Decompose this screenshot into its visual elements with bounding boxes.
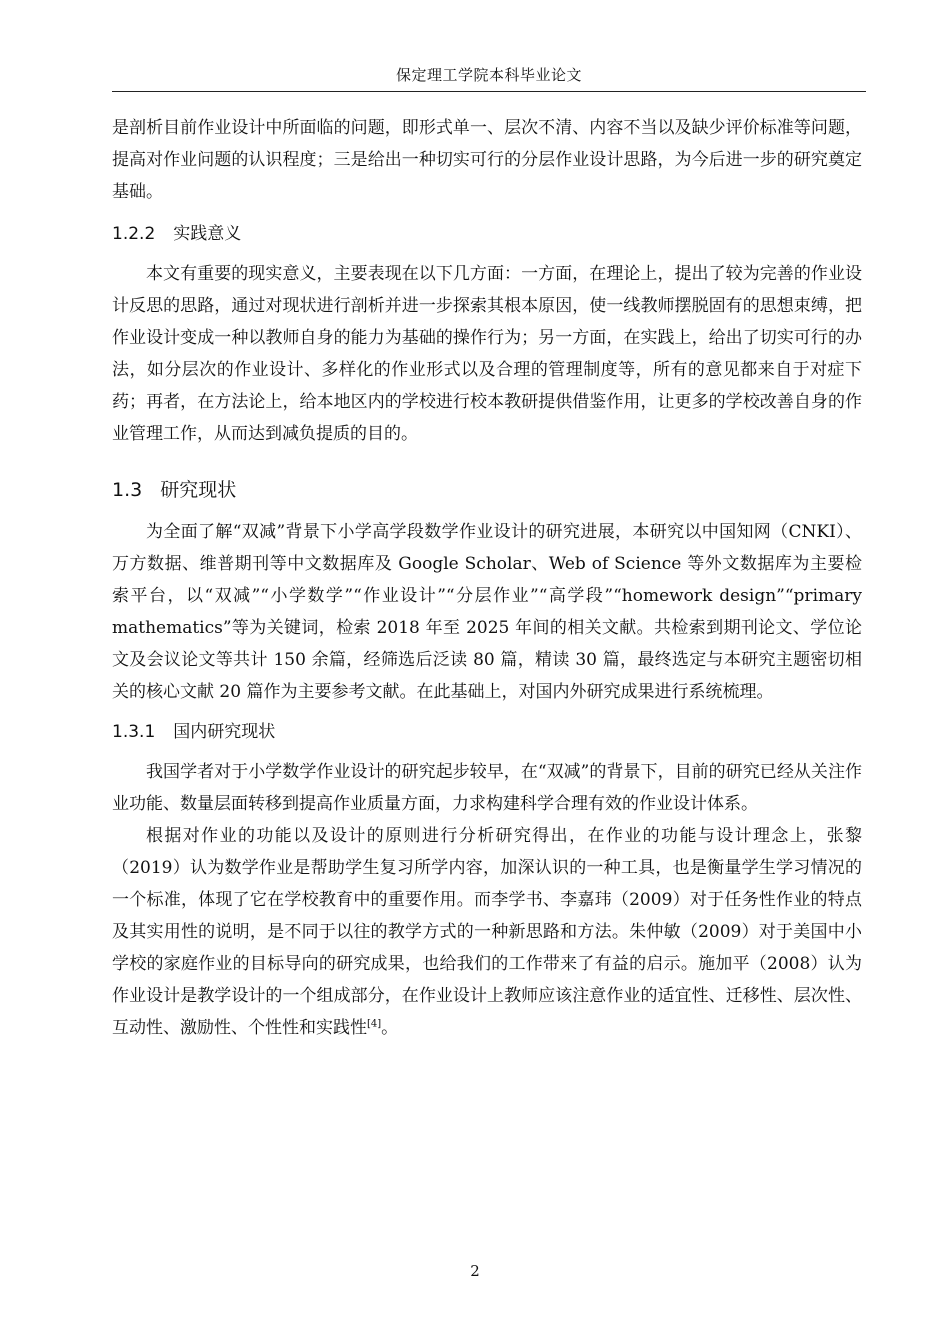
heading-title: 实践意义 — [173, 224, 242, 244]
page-number: 2 — [470, 1262, 480, 1280]
citation-ref: [4] — [367, 1018, 382, 1030]
heading-title: 研究现状 — [160, 479, 237, 501]
heading-1-3-1 — [112, 716, 862, 748]
running-header: 保定理工学院本科毕业论文 — [112, 64, 866, 92]
heading-1-3 — [112, 472, 862, 508]
paragraph-practical-significance: 本文有重要的现实意义，主要表现在以下几方面：一方面，在理论上，提出了较为完善的作业设计反思的思路，通过对现状进行剖析并进一步探索其根本原因，使一线教师摆脱固有的思想束缚，把作业设计变成一种以教师自身的能力为基础的操作行为；另一方面，在实践上，给出了切实可行的办法，如分层次的作业设计、多样化的作业形式以及合理的管理制度等，所有的意见都来自于对症下药；再者，在方法论上，给本地区内的学校进行校本教研提供借鉴作用，让更多的学校改善自身的作业管理工作，从而达到减负提质的目的。 — [112, 264, 862, 444]
paragraph-text: 根据对作业的功能以及设计的原则进行分析研究得出，在作业的功能与设计理念上，张黎（2019）认为数学作业是帮助学生复习所学内容，加深认识的一种工具，也是衡量学生学习情况的一个标准，体现了它在学校教育中的重要作用。而李学书、李嘉玮（2009）对于任务性作业的特点及其实用性的说明，是不同于以往的教学方式的一种新思路和方法。朱仲敏（2009）对于美国中小学校的家庭作业的目标导向的研究成果，也给我们的工作带来了有益的启示。施加平（2008）认为作业设计是教学设计的一个组成部分，在作业设计上教师应该注意作业的适宜性、迁移性、层次性、互动性、激励性、个性性和实践性 — [112, 826, 862, 1038]
heading-number: 1.3 — [112, 479, 143, 501]
intro-paragraph: 是剖析目前作业设计中所面临的问题，即形式单一、层次不清、内容不当以及缺少评价标准等问题，提高对作业问题的认识程度；三是给出一种切实可行的分层作业设计思路，为今后进一步的研究奠定基础。 — [112, 118, 862, 202]
paragraph-end: 。 — [381, 1018, 399, 1038]
page-body — [112, 112, 862, 1044]
heading-1-2-2 — [112, 218, 862, 250]
paragraph-domestic-2 — [112, 820, 862, 1044]
paragraph-domestic-1: 我国学者对于小学数学作业设计的研究起步较早，在“双减”的背景下，目前的研究已经从关注作业功能、数量层面转移到提高作业质量方面，力求构建科学合理有效的作业设计体系。 — [112, 762, 862, 814]
paragraph-research-status: 为全面了解“双减”背景下小学高学段数学作业设计的研究进展，本研究以中国知网（CNKI）、万方数据、维普期刊等中文数据库及 Google Scholar、Web of Science 等外文数据库为主要检索平台，以“双减”“小学数学”“作业设计”“分层作业”“高学段”“homework design”“primary mathematics”等为关键词，检索 2018 年至 2025 年间的相关文献。共检索到期刊论文、学位论文及会议论文等共计 150 余篇，经筛选后泛读 80 篇，精读 30 篇，最终选定与本研究主题密切相关的核心文献 20 篇作为主要参考文献。在此基础上，对国内外研究成果进行系统梳理。 — [112, 522, 862, 702]
heading-number: 1.3.1 — [112, 722, 156, 742]
heading-title: 国内研究现状 — [173, 722, 276, 742]
heading-number: 1.2.2 — [112, 224, 156, 244]
